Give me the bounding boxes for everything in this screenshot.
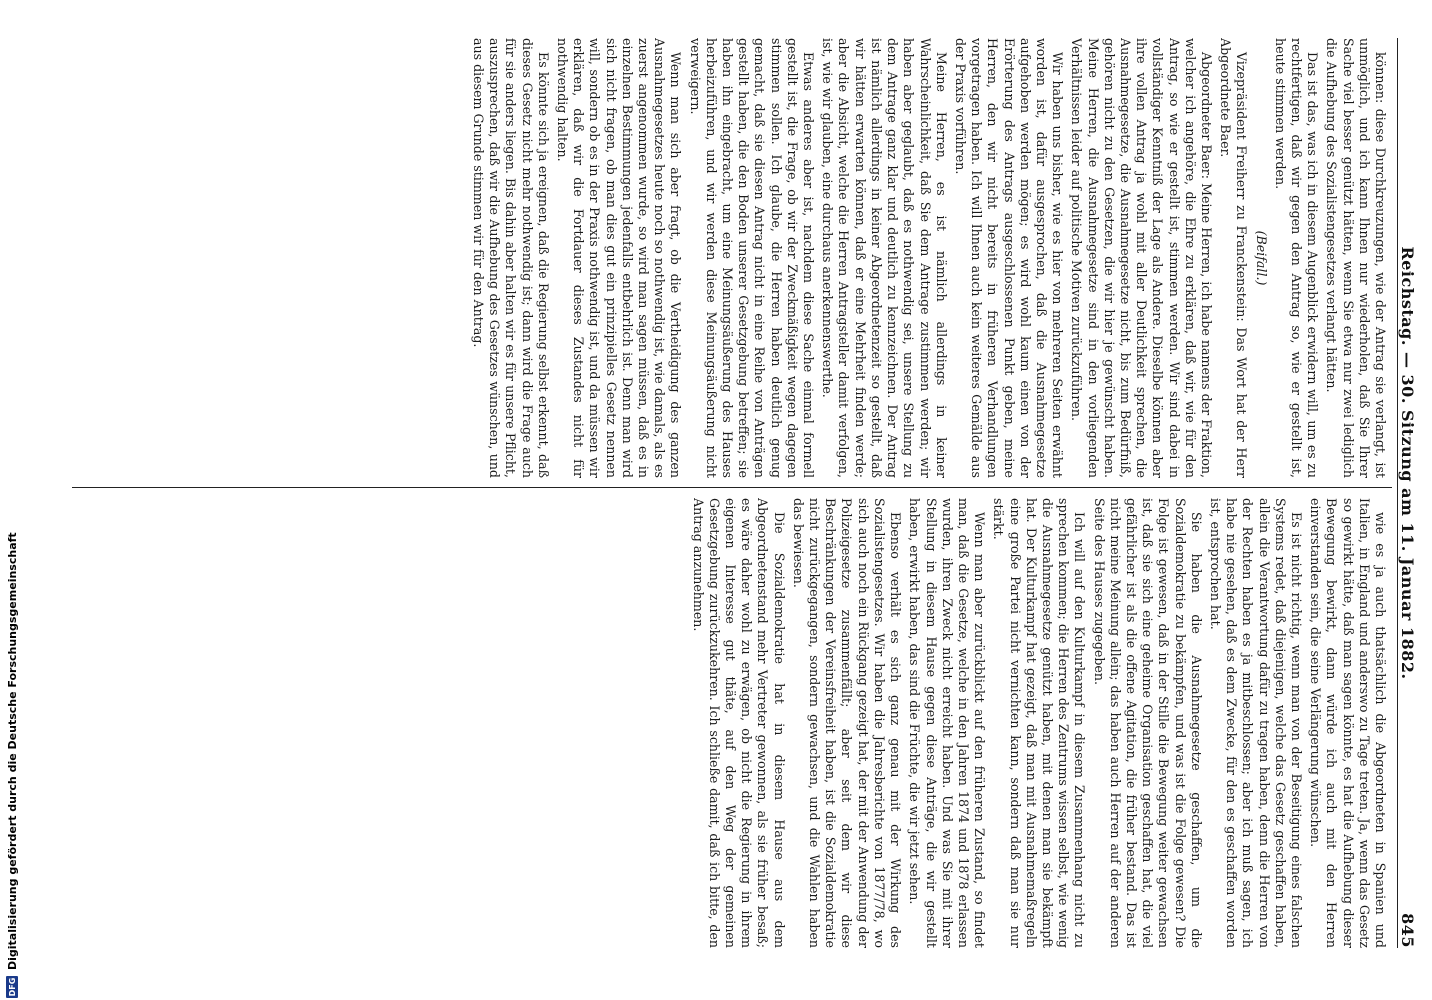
paragraph: Wir haben uns bisher, wie es hier von mehreren Seiten erwähnt worden ist, dafür ausgesprochen, daß die Ausnahmegesetze aufgehoben werden mögen; es wird wohl kaum einen von der Erörterung des Antrags ausgeschlossenen Punkt geben, meine Herren, den wir nicht bereits in früheren Verhandlungen vorgetragen haben. Ich will Ihnen auch kein weiteres Gemälde aus der Praxis vorführen. [952,38,1066,478]
paragraph: Ebenso verhält es sich ganz genau mit der Wirkung des Sozialistengesetzes. Wir haben die Jahresberichte von 1877/78, wo sich auch noch ein Rückgang gezeigt hat, der mit der Anwendung der Polizeigesetze zusammenfällt; aber seit dem wir diese Beschränkungen der Vereinsfreiheit haben, ist die Sozialdemokratie nicht zurückgegangen, sondern gewachsen, und die Wahlen haben das bewiesen. [790,498,904,948]
paragraph: Es ist nicht richtig, wenn man von der Beseitigung eines falschen Systems redet, daß diejenigen, welche das Gesetz geschaffen haben, allein die Verantwortung dafür zu tragen haben, denn die Herren von der Rechten haben es ja mitbeschlossen; aber ich muß sagen, ich habe nie gesehen, daß es dem Zwecke, für den es geschaffen worden ist, entsprochen hat. [1207,498,1304,948]
footer-text: Digitalisierung gefördert durch die Deutsche Forschungsgemeinschaft [5,532,19,970]
header-title: Reichstag. — 30. Sitzung am 11. Januar 1882. [1398,246,1417,680]
column-divider [72,487,1392,488]
running-header [1397,38,1422,948]
paragraph: Wenn man sich aber fragt, ob die Vertheidigung des ganzen Ausnahmegesetzes heute noch so nothwendig ist, wie damals, als es zuerst angenommen wurde, so wird man sagen müssen, daß es in einzelnen Bestimmungen jedenfalls entbehrlich ist. Denn man wird sich nicht fragen, ob man dies gut ein prinzipielles Gesetz nennen will, sondern ob es in der Praxis nothwendig ist, und da müssen wir erklären, daß wir die Fortdauer dieses Zustandes nicht für nothwendig halten. [555,38,684,478]
left-column [82,38,1388,478]
paragraph: Ich will auf den Kulturkampf in diesem Zusammenhang nicht zu sprechen kommen; die Herren des Zentrums wissen selbst, wie wenig die Ausnahmegesetze genützt haben, mit denen man sie bekämpft hat. Der Kulturkampf hat gezeigt, daß man mit Ausnahmemaßregeln eine große Partei nicht vernichten kann, sondern daß man sie nur stärkt. [991,498,1088,948]
right-column [82,498,1388,948]
paragraph: Etwas anderes aber ist, nachdem diese Sache einmal formell gestellt ist, die Frage, ob wir der Zweckmäßigkeit wegen dagegen stimmen sollen. Ich glaube, die Herren haben deutlich genug gemacht, daß sie diesen Antrag nicht in eine Reihe von Anträgen gestellt haben, die den Boden unserer Gesetzgebung betreffen; sie haben ihn eingebracht, um eine Meinungsäußerung des Hauses herbeizuführen, und wir werden diese Meinungsäußerung nicht verweigern. [687,38,817,478]
paragraph: Wenn man aber zurückblickt auf den früheren Zustand, so findet man, daß die Gesetze, welche in den Jahren 1874 und 1878 erlassen wurden, ihren Zweck nicht erreicht haben. Und was Sie mit ihrer Stellung in diesem Hause gegen diese Anträge, die wir gestellt haben, erwirkt haben, das sind die Früchte, die wir jetzt sehen. [907,498,988,948]
paragraph: Die Sozialdemokratie hat in diesem Hause aus dem Abgeordnetenstand mehr Vertreter gewonnen, als sie früher besaß; es wäre daher wohl zu erwägen, ob nicht die Regierung in ihrem eigenen Interesse gut thäte, auf den Weg der gemeinen Gesetzgebung zurückzukehren. Ich schließe damit, daß ich bitte, den Antrag anzunehmen. [690,498,787,948]
paragraph: Sie haben die Ausnahmegesetze geschaffen, um die Sozialdemokratie zu bekämpfen, und was ist die Folge gewesen? Die Folge ist gewesen, daß in der Stille die Bewegung weiter gewachsen ist, daß sie sich eine geheime Organisation geschaffen hat, die viel gefährlicher ist als die offene Agitation, die früher bestand. Das ist nicht meine Meinung allein; das haben auch Herren auf der anderen Seite des Hauses zugegeben. [1091,498,1204,948]
paragraph: können: diese Durchkreuzungen, wie der Antrag sie verlangt, ist unmöglich, und ich kann Ihnen nur wiederholen, daß Sie Ihrer Sache viel besser genützt hätten, wenn Sie etwa nur zwei lediglich die Aufhebung des Sozialistengesetzes verlangt hätten. [1324,38,1388,478]
paragraph: Vizepräsident Freiherr zu Franckenstein: Das Wort hat der Herr Abgeordnete Baer. [1218,38,1250,478]
rotated-content [62,8,1432,978]
paragraph: Es könnte sich ja ereignen, daß die Regierung selbst erkennt, daß dieses Gesetz nicht mehr nothwendig ist; dann wird die Frage auch für sie anders liegen. Bis dahin aber halten wir es für unsere Pflicht, auszusprechen, daß wir die Aufhebung des Gesetzes wünschen, und aus diesem Grunde stimmen wir für den Antrag. [471,38,551,478]
paragraph: Das ist das, was ich in diesem Augenblick erwidern will, um es zu rechtfertigen, daß wir gegen den Antrag so, wie er gestellt ist, heute stimmen werden. [1272,38,1321,478]
paragraph: Abgeordneter Baer: Meine Herren, ich habe namens der Fraktion, welcher ich angehöre, die Ehre zu erklären, daß wir, wie für den Antrag, so wie er gestellt ist, stimmen werden. Wir sind dabei in vollständiger Kenntniß der Lage als Andere. Dieselbe können aber ihre vollen Antrag ja wohl mit aller Deutlichkeit sprechen, die Ausnahmegesetze, die Ausnahmegesetze nicht, bis zum Bedürfniß, gehören nicht zu den Gesetzen, die wir hier je gewünscht haben. Meine Herren, die Ausnahmegesetze sind in den vorliegenden Verhältnissen leider auf politische Motiven zurückzuführen. [1069,38,1214,478]
paragraph: (Beifall.) [1253,230,1269,286]
page-number: 845 [1398,913,1417,948]
paragraph: Meine Herren, es ist nämlich allerdings in keiner Wahrscheinlichkeit, daß Sie dem Antrage zustimmen werden; wir haben aber geglaubt, daß es nothwendig sei, unsere Stellung zu dem Antrage ganz klar und deutlich zu kennzeichnen. Der Antrag ist nämlich allerdings in keiner Abgeordnetenzeit so gestellt, daß wir hätten erwarten können, daß er eine Mehrheit finden werde; aber die Absicht, welche die Herren Antragsteller damit verfolgen, ist, wie wir glauben, eine durchaus anerkennenswerthe. [820,38,949,478]
paragraph: wie es ja auch thatsächlich die Abgeordneten in Spanien und Italien, in England und anderswo zu Tage treten. Ja, wenn das Gesetz so gewirkt hätte, daß man sagen könnte, es hat die Aufhebung dieser Bewegung bewirkt, dann würde ich auch mit den Herren einverstanden sein, die seine Verlängerung wünschen. [1308,498,1388,948]
digitization-footer [2,18,22,998]
dfg-logo: DFG [7,977,17,997]
